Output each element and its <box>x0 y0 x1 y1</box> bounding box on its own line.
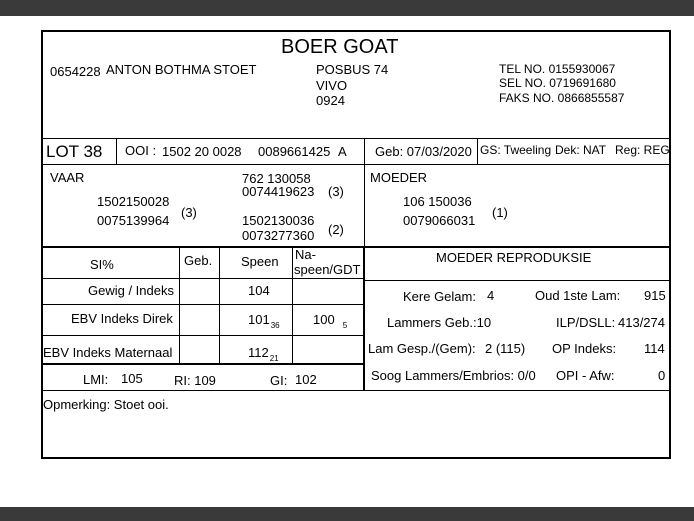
sire-id: 1502150028 <box>97 194 170 209</box>
divider <box>364 164 365 248</box>
lmi-label: LMI: <box>83 372 109 387</box>
birth-status: GS: Tweeling <box>480 143 552 157</box>
tel-number: TEL NO. 0155930067 <box>499 62 616 76</box>
sire-dam-count: (2) <box>328 222 344 237</box>
sire-sire-id: 0074419623 <box>242 184 315 199</box>
divider <box>116 138 117 165</box>
row-label: EBV Indeks Maternaal <box>43 345 173 360</box>
sire-dam-id: 1502130036 <box>242 213 315 228</box>
postweaning-ebv: 100 <box>313 312 335 327</box>
divider <box>363 247 365 391</box>
ri-value: RI: 109 <box>174 373 216 388</box>
dam-count: (1) <box>492 205 508 220</box>
weaning-ebv: 101 <box>248 312 270 327</box>
animal-label: OOI : <box>125 143 157 158</box>
row-label: Gewig / Indeks <box>88 283 174 298</box>
maternal-ebv: 112 <box>248 345 269 360</box>
weaning-value: 104 <box>248 283 270 298</box>
dam-label: MOEDER <box>370 170 428 185</box>
postweaning-header: Na- <box>295 247 316 262</box>
divider <box>42 164 670 165</box>
postweaning-header: speen/GDT <box>294 262 361 277</box>
row-label: EBV Indeks Direk <box>71 311 173 326</box>
sire-id: 0075139964 <box>97 213 170 228</box>
remarks: Opmerking: Stoet ooi. <box>43 397 169 412</box>
breeder-name: ANTON BOTHMA STOET <box>106 62 257 77</box>
animal-grade: A <box>338 144 347 159</box>
dam-id: 0079066031 <box>403 213 476 228</box>
birth-date: Geb: 07/03/2020 <box>375 144 472 159</box>
animal-id: 0089661425 <box>258 144 331 159</box>
lmi-value: 105 <box>121 371 143 386</box>
weaning-header: Speen <box>241 254 279 269</box>
dam-id: 106 150036 <box>403 194 472 209</box>
divider <box>219 247 220 364</box>
animal-id: 1502 20 0028 <box>162 144 242 159</box>
divider <box>477 138 478 165</box>
breeder-id: 0654228 <box>50 64 101 79</box>
opi-value: 0 <box>658 368 666 383</box>
cell-number: SEL NO. 0719691680 <box>499 76 616 90</box>
ilp-value: 413/274 <box>618 315 665 330</box>
weaning-value <box>248 312 280 329</box>
divider <box>42 304 364 305</box>
top-bar <box>0 0 694 16</box>
sire-count: (3) <box>181 205 197 220</box>
sire-sire-id: 762 130058 <box>242 171 311 186</box>
page-title: BOER GOAT <box>281 36 399 58</box>
lot-number: LOT 38 <box>46 142 103 161</box>
birth-header: Geb. <box>184 253 213 268</box>
divider <box>42 390 670 391</box>
sire-sire-count: (3) <box>328 184 344 199</box>
first-lamb-value: 915 <box>644 288 666 303</box>
address-line: VIVO <box>316 78 348 93</box>
weaned-value: 2 (115) <box>485 341 526 356</box>
op-value: 114 <box>644 341 665 356</box>
weaning-value <box>248 345 279 362</box>
sire-dam-id: 0073277360 <box>242 228 315 243</box>
weaned-label: Lam Gesp./(Gem): <box>368 341 476 356</box>
repro-title: MOEDER REPRODUKSIE <box>436 250 592 265</box>
suckling-lambs: Soog Lammers/Embrios: 0/0 <box>371 368 536 383</box>
si-header: SI% <box>90 257 114 272</box>
divider <box>42 278 364 279</box>
sire-label: VAAR <box>50 170 85 185</box>
ilp-label: ILP/DSLL: <box>556 315 616 330</box>
gi-value: 102 <box>295 372 317 387</box>
postweaning-value <box>313 312 347 329</box>
address-line: POSBUS 74 <box>316 62 389 77</box>
op-label: OP Indeks: <box>552 341 617 356</box>
fax-number: FAKS NO. 0866855587 <box>499 91 625 105</box>
opi-label: OPI - Afw: <box>556 368 615 383</box>
divider <box>42 138 670 139</box>
divider <box>42 363 365 365</box>
postweaning-accuracy: 5 <box>342 321 348 330</box>
weaning-accuracy: 36 <box>270 321 280 330</box>
gi-label: GI: <box>270 373 288 388</box>
first-lamb-label: Oud 1ste Lam: <box>535 288 621 303</box>
divider <box>179 247 180 364</box>
divider <box>364 280 670 281</box>
bottom-bar <box>0 507 694 521</box>
divider <box>364 138 365 165</box>
address-line: 0924 <box>316 93 345 108</box>
divider <box>42 335 364 336</box>
kere-value: 4 <box>487 288 495 303</box>
maternal-accuracy: 21 <box>269 354 279 363</box>
divider <box>42 246 670 248</box>
kere-label: Kere Gelam: <box>403 289 476 304</box>
divider <box>292 247 293 364</box>
registration: Reg: REG <box>615 143 670 157</box>
lambs-born: Lammers Geb.:10 <box>387 315 492 330</box>
mating-type: Dek: NAT <box>555 143 607 157</box>
